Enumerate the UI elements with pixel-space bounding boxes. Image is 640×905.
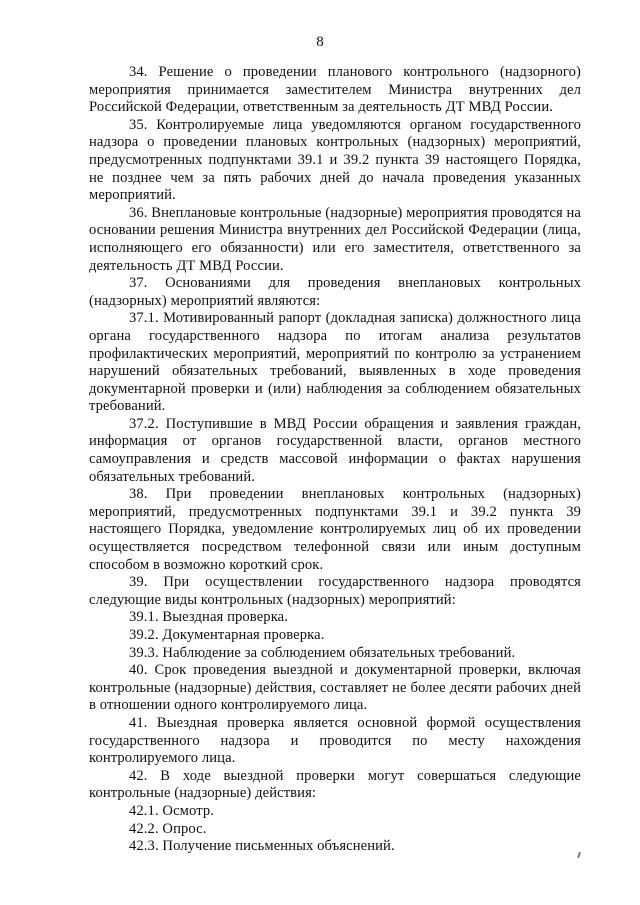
paragraph-37: 37. Основаниями для проведения внеплановых контрольных (надзорных) мероприятий являются:	[89, 275, 581, 309]
paragraph-34: 34. Решение о проведении планового контрольного (надзорного) мероприятия принимается заместителем Министра внутренних дел Российской Федерации, ответственным за деятельность ДТ МВД России.	[89, 64, 581, 116]
paragraph-42-2: 42.2. Опрос.	[129, 820, 207, 837]
paragraph-37-2: 37.2. Поступившие в МВД России обращения и заявления граждан, информация от органов государственной власти, органов местного самоуправления и средств массовой информации о фактах нарушения обязательных требований.	[89, 415, 581, 485]
paragraph-39-1: 39.1. Выездная проверка.	[129, 609, 288, 626]
paragraph-39-2: 39.2. Документарная проверка.	[129, 627, 325, 643]
paragraph-41: 41. Выездная проверка является основной формой осуществления государственного надзора и проводится по месту нахождения контролируемого лица.	[89, 714, 581, 767]
paragraph-39-3: 39.3. Наблюдение за соблюдением обязательных требований.	[129, 644, 516, 661]
paragraph-42: 42. В ходе выездной проверки могут совершаться следующие контрольные (надзорные) действия:	[89, 767, 581, 802]
page-number: 8	[316, 34, 324, 50]
paragraph-35: 35. Контролируемые лица уведомляются органом государственного надзора о проведении плановых контрольных (надзорных) мероприятий, предусмотренных подпунктами 39.1 и 39.2 пункта 39 настоящего Порядка, не позднее чем за пять рабочих дней до начала проведения указанных мероприятий.	[89, 116, 581, 204]
paragraph-38: 38. При проведении внеплановых контрольных (надзорных) мероприятий, предусмотренных подпунктами 39.1 и 39.2 пункта 39 настоящего Порядка, уведомление контролируемых лиц об их проведении осуществляется посредством телефонной связи или иным доступным способом в возможно короткий срок.	[89, 486, 581, 573]
paragraph-40: 40. Срок проведения выездной и документарной проверки, включая контрольные (надзорные) действия, составляет не более десяти рабочих дней в отношении одного контролируемого лица.	[89, 662, 581, 714]
document-body	[89, 64, 581, 856]
paragraph-39: 39. При осуществлении государственного надзора проводятся следующие виды контрольных (надзорных) мероприятий:	[89, 574, 581, 608]
paragraph-36: 36. Внеплановые контрольные (надзорные) мероприятия проводятся на основании решения Министра внутренних дел Российской Федерации (лица, исполняющего его обязанности) или его заместителя, ответственного за деятельность ДТ МВД России.	[89, 204, 582, 274]
paragraph-37-1: 37.1. Мотивированный рапорт (докладная записка) должностного лица органа государственного надзора по итогам анализа результатов профилактических мероприятий, мероприятий по контролю за устранением нарушений обязательных требований, выявленных в ходе проведения документарной проверки и (или) наблюдения за соблюдением обязательных требований.	[89, 310, 581, 415]
paragraph-42-1: 42.1. Осмотр.	[129, 802, 214, 819]
paragraph-42-3: 42.3. Получение письменных объяснений.	[129, 838, 395, 855]
